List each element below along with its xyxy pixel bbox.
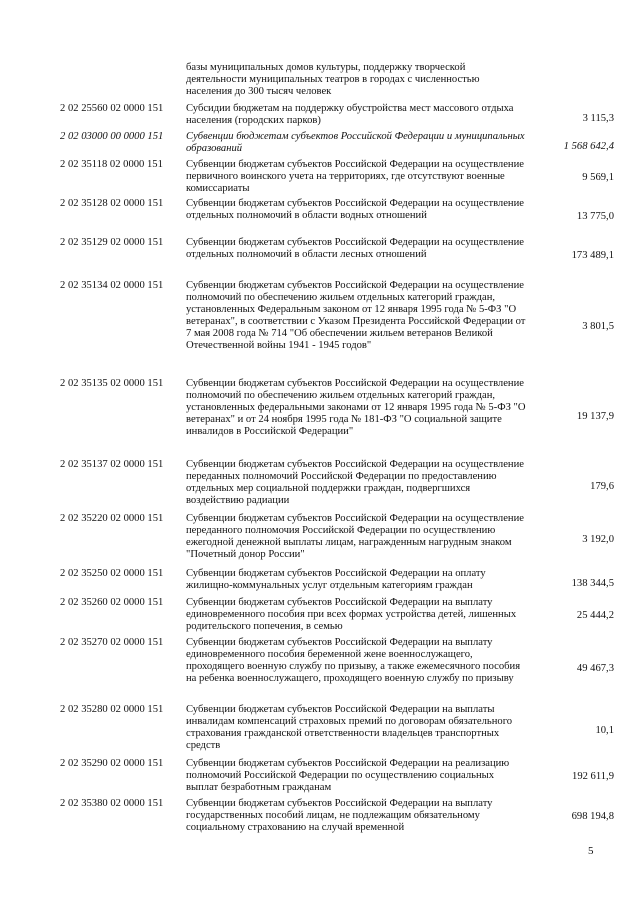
row-amount: 698 194,8 [571, 811, 614, 822]
table-row [0, 198, 640, 236]
row-description: Субсидии бюджетам на поддержку обустройства мест массового отдыха населения (городских парков) [186, 103, 514, 127]
table-row [0, 159, 640, 197]
table-row [0, 237, 640, 277]
page-number: 5 [588, 845, 594, 857]
budget-code: 2 02 03000 00 0000 151 [60, 131, 164, 142]
table-row [0, 568, 640, 594]
row-amount: 173 489,1 [571, 250, 614, 261]
row-amount: 13 775,0 [576, 211, 614, 222]
row-description: Субвенции бюджетам субъектов Российской Федерации на выплату единовременного пособия беременной жене военнослужащего, проходящего военную службу по призыву, а также ежемесячного пособия на ребенка военнослужащего, проходящего военную службу по призыву [186, 637, 521, 685]
budget-code: 2 02 35270 02 0000 151 [60, 637, 164, 648]
row-amount: 3 115,3 [582, 113, 614, 124]
row-description: Субвенции бюджетам субъектов Российской Федерации на осуществление отдельных полномочий в области водных отношений [186, 198, 524, 222]
row-amount: 10,1 [595, 725, 614, 736]
budget-code: 2 02 35135 02 0000 151 [60, 378, 164, 389]
row-description: Субвенции бюджетам субъектов Российской Федерации на осуществление первичного воинского учета на территориях, где отсутствуют военные комиссариаты [186, 159, 524, 195]
budget-code: 2 02 35128 02 0000 151 [60, 198, 164, 209]
table-row [0, 103, 640, 129]
budget-code: 2 02 35129 02 0000 151 [60, 237, 164, 248]
budget-code: 2 02 35250 02 0000 151 [60, 568, 164, 579]
row-amount: 192 611,9 [572, 771, 614, 782]
table-row [0, 459, 640, 511]
table-row [0, 280, 640, 375]
row-description: Субвенции бюджетам субъектов Российской Федерации на выплату единовременного пособия при всех формах устройства детей, лишенных родительского попечения, в семью [186, 597, 517, 633]
row-amount: 1 568 642,4 [563, 141, 614, 152]
table-row [0, 758, 640, 796]
table-row [0, 704, 640, 756]
row-amount: 49 467,3 [576, 663, 614, 674]
row-amount: 138 344,5 [571, 578, 614, 589]
budget-code: 2 02 35280 02 0000 151 [60, 704, 164, 715]
table-row [0, 513, 640, 565]
budget-code: 2 02 35290 02 0000 151 [60, 758, 164, 769]
row-description: Субвенции бюджетам субъектов Российской Федерации на выплату государственных пособий лицам, не подлежащим обязательному социальному страхованию на случай временной [186, 798, 493, 834]
budget-code: 2 02 35380 02 0000 151 [60, 798, 164, 809]
table-row [0, 378, 640, 458]
row-description: базы муниципальных домов культуры, поддержку творческой деятельности муниципальных театров в городах с численностью населения до 300 тысяч человек [186, 62, 480, 98]
table-row [0, 131, 640, 157]
row-description: Субвенции бюджетам субъектов Российской Федерации на осуществление переданного полномочия Российской Федерации по осуществлению ежегодной денежной выплаты лицам, награжденным нагрудным знаком "Почетный донор России" [186, 513, 524, 561]
budget-code: 2 02 35260 02 0000 151 [60, 597, 164, 608]
row-description: Субвенции бюджетам субъектов Российской Федерации на реализацию полномочий Российской Федерации по осуществлению социальных выплат безработным гражданам [186, 758, 510, 794]
table-row [0, 798, 640, 838]
row-description: Субвенции бюджетам субъектов Российской Федерации на осуществление отдельных полномочий в области лесных отношений [186, 237, 524, 261]
row-amount: 3 801,5 [582, 321, 614, 332]
row-amount: 179,6 [590, 481, 614, 492]
budget-code: 2 02 35220 02 0000 151 [60, 513, 164, 524]
row-amount: 25 444,2 [576, 610, 614, 621]
row-amount: 9 569,1 [582, 172, 614, 183]
row-description: Субвенции бюджетам субъектов Российской Федерации на осуществление полномочий по обеспечению жильем отдельных категорий граждан, установленных Федеральным законом от 12 января 1995 года № 5-ФЗ "О ветеранах", в соответствии с Указом Президента Российской Федерации от 7 мая 2008 года № 714 "Об обеспечении жильем ветеранов Великой Отечественной войны 1941 - 1945 годов" [186, 280, 526, 352]
budget-code: 2 02 35118 02 0000 151 [60, 159, 163, 170]
table-row [0, 62, 640, 99]
table-row [0, 597, 640, 635]
table-row [0, 637, 640, 701]
budget-code: 2 02 35137 02 0000 151 [60, 459, 164, 470]
row-description: Субвенции бюджетам субъектов Российской Федерации и муниципальных образований [186, 131, 525, 155]
row-description: Субвенции бюджетам субъектов Российской Федерации на осуществление переданных полномочий Российской Федерации по предоставлению отдельных мер социальной поддержки граждан, подвергшихся воздействию радиации [186, 459, 524, 507]
budget-code: 2 02 25560 02 0000 151 [60, 103, 164, 114]
row-amount: 19 137,9 [576, 411, 614, 422]
row-amount: 3 192,0 [582, 534, 614, 545]
row-description: Субвенции бюджетам субъектов Российской Федерации на выплаты инвалидам компенсаций страховых премий по договорам обязательного страхования гражданской ответственности владельцев транспортных средств [186, 704, 513, 752]
row-description: Субвенции бюджетам субъектов Российской Федерации на оплату жилищно-коммунальных услуг отдельным категориям граждан [186, 568, 486, 592]
row-description: Субвенции бюджетам субъектов Российской Федерации на осуществление полномочий по обеспечению жильем отдельных категорий граждан, установленных федеральными законами от 12 января 1995 года № 5-ФЗ "О ветеранах" и от 24 ноября 1995 года № 181-ФЗ "О социальной защите инвалидов в Российской Федерации" [186, 378, 526, 438]
budget-code: 2 02 35134 02 0000 151 [60, 280, 164, 291]
